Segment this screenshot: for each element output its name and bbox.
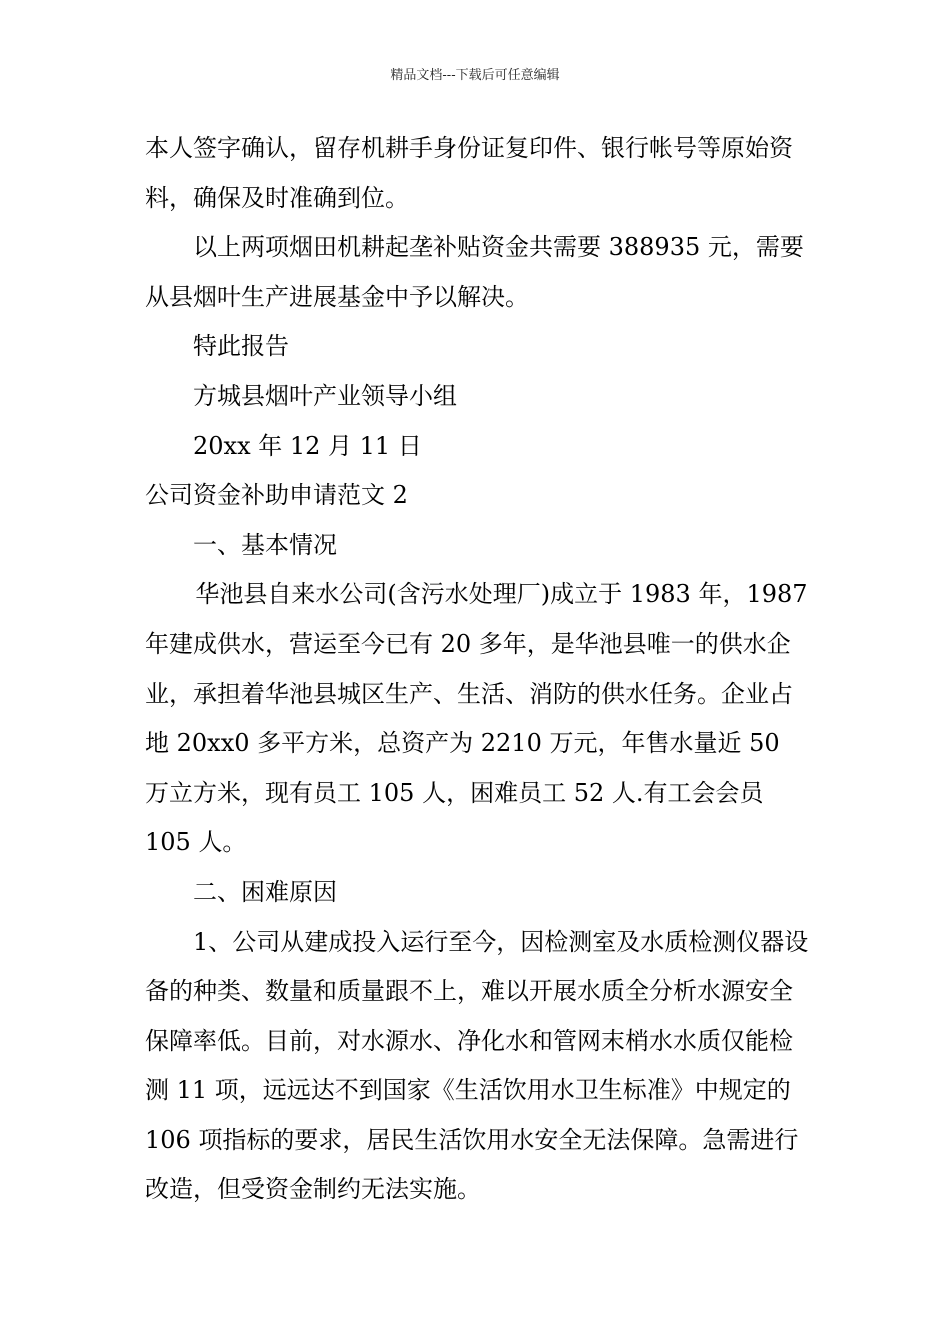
- paragraph-difficulty-detail: 1、公司从建成投入运行至今，因检测室及水质检测仪器设备的种类、数量和质量跟不上，难以开展水质全分析水源安全保障率低。目前，对水源水、净化水和管网末梢水水质仅能检测 11 项，远远达不到国家《生活饮用水卫生标准》中规定的 106 项指标的要求，居民生活饮用水安全无法保障。急需进行改造，但受资金制约无法实施。: [145, 927, 809, 1204]
- page-header: 精品文档---下载后可任意编辑: [390, 68, 560, 83]
- paragraph-company-overview: 华池县自来水公司(含污水处理厂)成立于 1983 年，1987 年建成供水，营运至今已有 20 多年，是华池县唯一的供水企业，承担着华池县城区生产、生活、消防的供水任务。企业占地 20xx0 多平方米，总资产为 2210 万元，年售水量近 50 万立方米，现有员工 105 人，困难员工 52 人.有工会会员 105 人。: [145, 580, 808, 857]
- document-body: [145, 124, 810, 1215]
- paragraph-signature-confirmation: 本人签字确认，留存机耕手身份证复印件、银行帐号等原始资料，确保及时准确到位。: [145, 134, 793, 212]
- heading-basic-situation: 一、基本情况: [193, 530, 337, 559]
- paragraph-closing: 特此报告: [193, 332, 289, 361]
- paragraph-subsidy-total: 以上两项烟田机耕起垄补贴资金共需要 388935 元，需要从县烟叶生产进展基金中予以解决。: [145, 233, 804, 311]
- paragraph-date: 20xx 年 12 月 11 日: [193, 431, 422, 460]
- paragraph-signatory: 方城县烟叶产业领导小组: [193, 381, 457, 410]
- section-title: 公司资金补助申请范文 2: [145, 481, 408, 510]
- heading-difficulty-reasons: 二、困难原因: [193, 877, 337, 906]
